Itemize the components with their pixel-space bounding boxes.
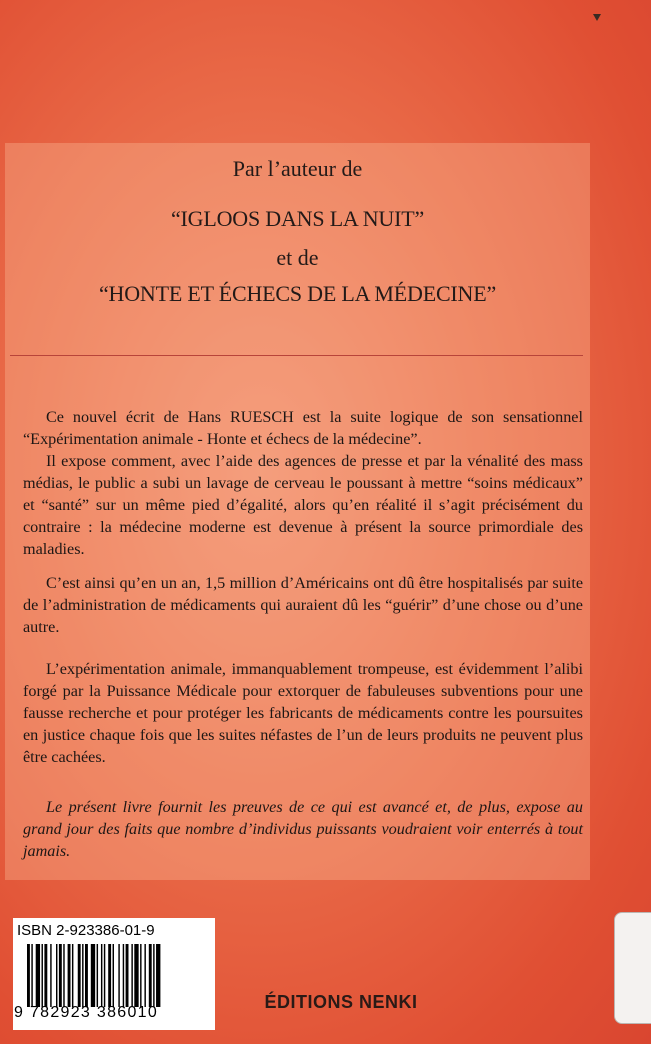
- heading-title-honte: “HONTE ET ÉCHECS DE LA MÉDECINE”: [98, 281, 497, 306]
- paragraph-conclusion: Le présent livre fournit les preuves de ce qui est avancé et, de plus, expose au grand jour des faits que nombre d’individus puissants voudraient voir enterrés à tout jamais.: [23, 798, 583, 860]
- publisher-name: ÉDITIONS NENKI: [264, 992, 418, 1012]
- paragraph-1a: Ce nouvel écrit de Hans RUESCH est la suite logique de son sensationnel “Expérimentation animale - Honte et échecs de la médecine”.: [23, 408, 583, 448]
- paragraph-hospitalized: C’est ainsi qu’en un an, 1,5 million d’Américains ont dû être hospitalisés par suite de l’administration de médicaments qui auraient dû les “guérir” d’une chose ou d’une autre.: [23, 574, 583, 636]
- heading-title-igloos: “IGLOOS DANS LA NUIT”: [170, 206, 425, 231]
- divider-rule: [10, 355, 583, 356]
- heading-by-author: Par l’auteur de: [232, 156, 363, 181]
- barcode-icon: [27, 944, 207, 1007]
- barcode-number: 9 782923 386010: [14, 1004, 159, 1021]
- paragraph-intro: [23, 406, 583, 560]
- paragraph-animal-testing: L’expérimentation animale, immanquablement trompeuse, est évidemment l’alibi forgé par la Puissance Médicale pour extorquer de fabuleuses subventions pour une fausse recherche et pour protéger les fabricants de médicaments contre les poursuites en justice chaque fois que les suites néfastes de l’un de leurs produits ne peuvent plus être cachées.: [23, 660, 583, 766]
- paragraph-1b: Il expose comment, avec l’aide des agences de presse et par la vénalité des mass médias, le public a subi un lavage de cerveau le poussant à mettre “soins médicaux” et “santé” sur un même pied d’égalité, alors qu’en réalité il s’agit précisément du contraire : la médecine moderne est devenue à présent la source primordiale des maladies.: [23, 452, 583, 558]
- corner-mark-icon: [593, 14, 601, 21]
- price-sticker: [614, 912, 651, 1024]
- heading-and: et de: [276, 245, 319, 270]
- isbn-label: ISBN 2-923386-01-9: [17, 922, 155, 939]
